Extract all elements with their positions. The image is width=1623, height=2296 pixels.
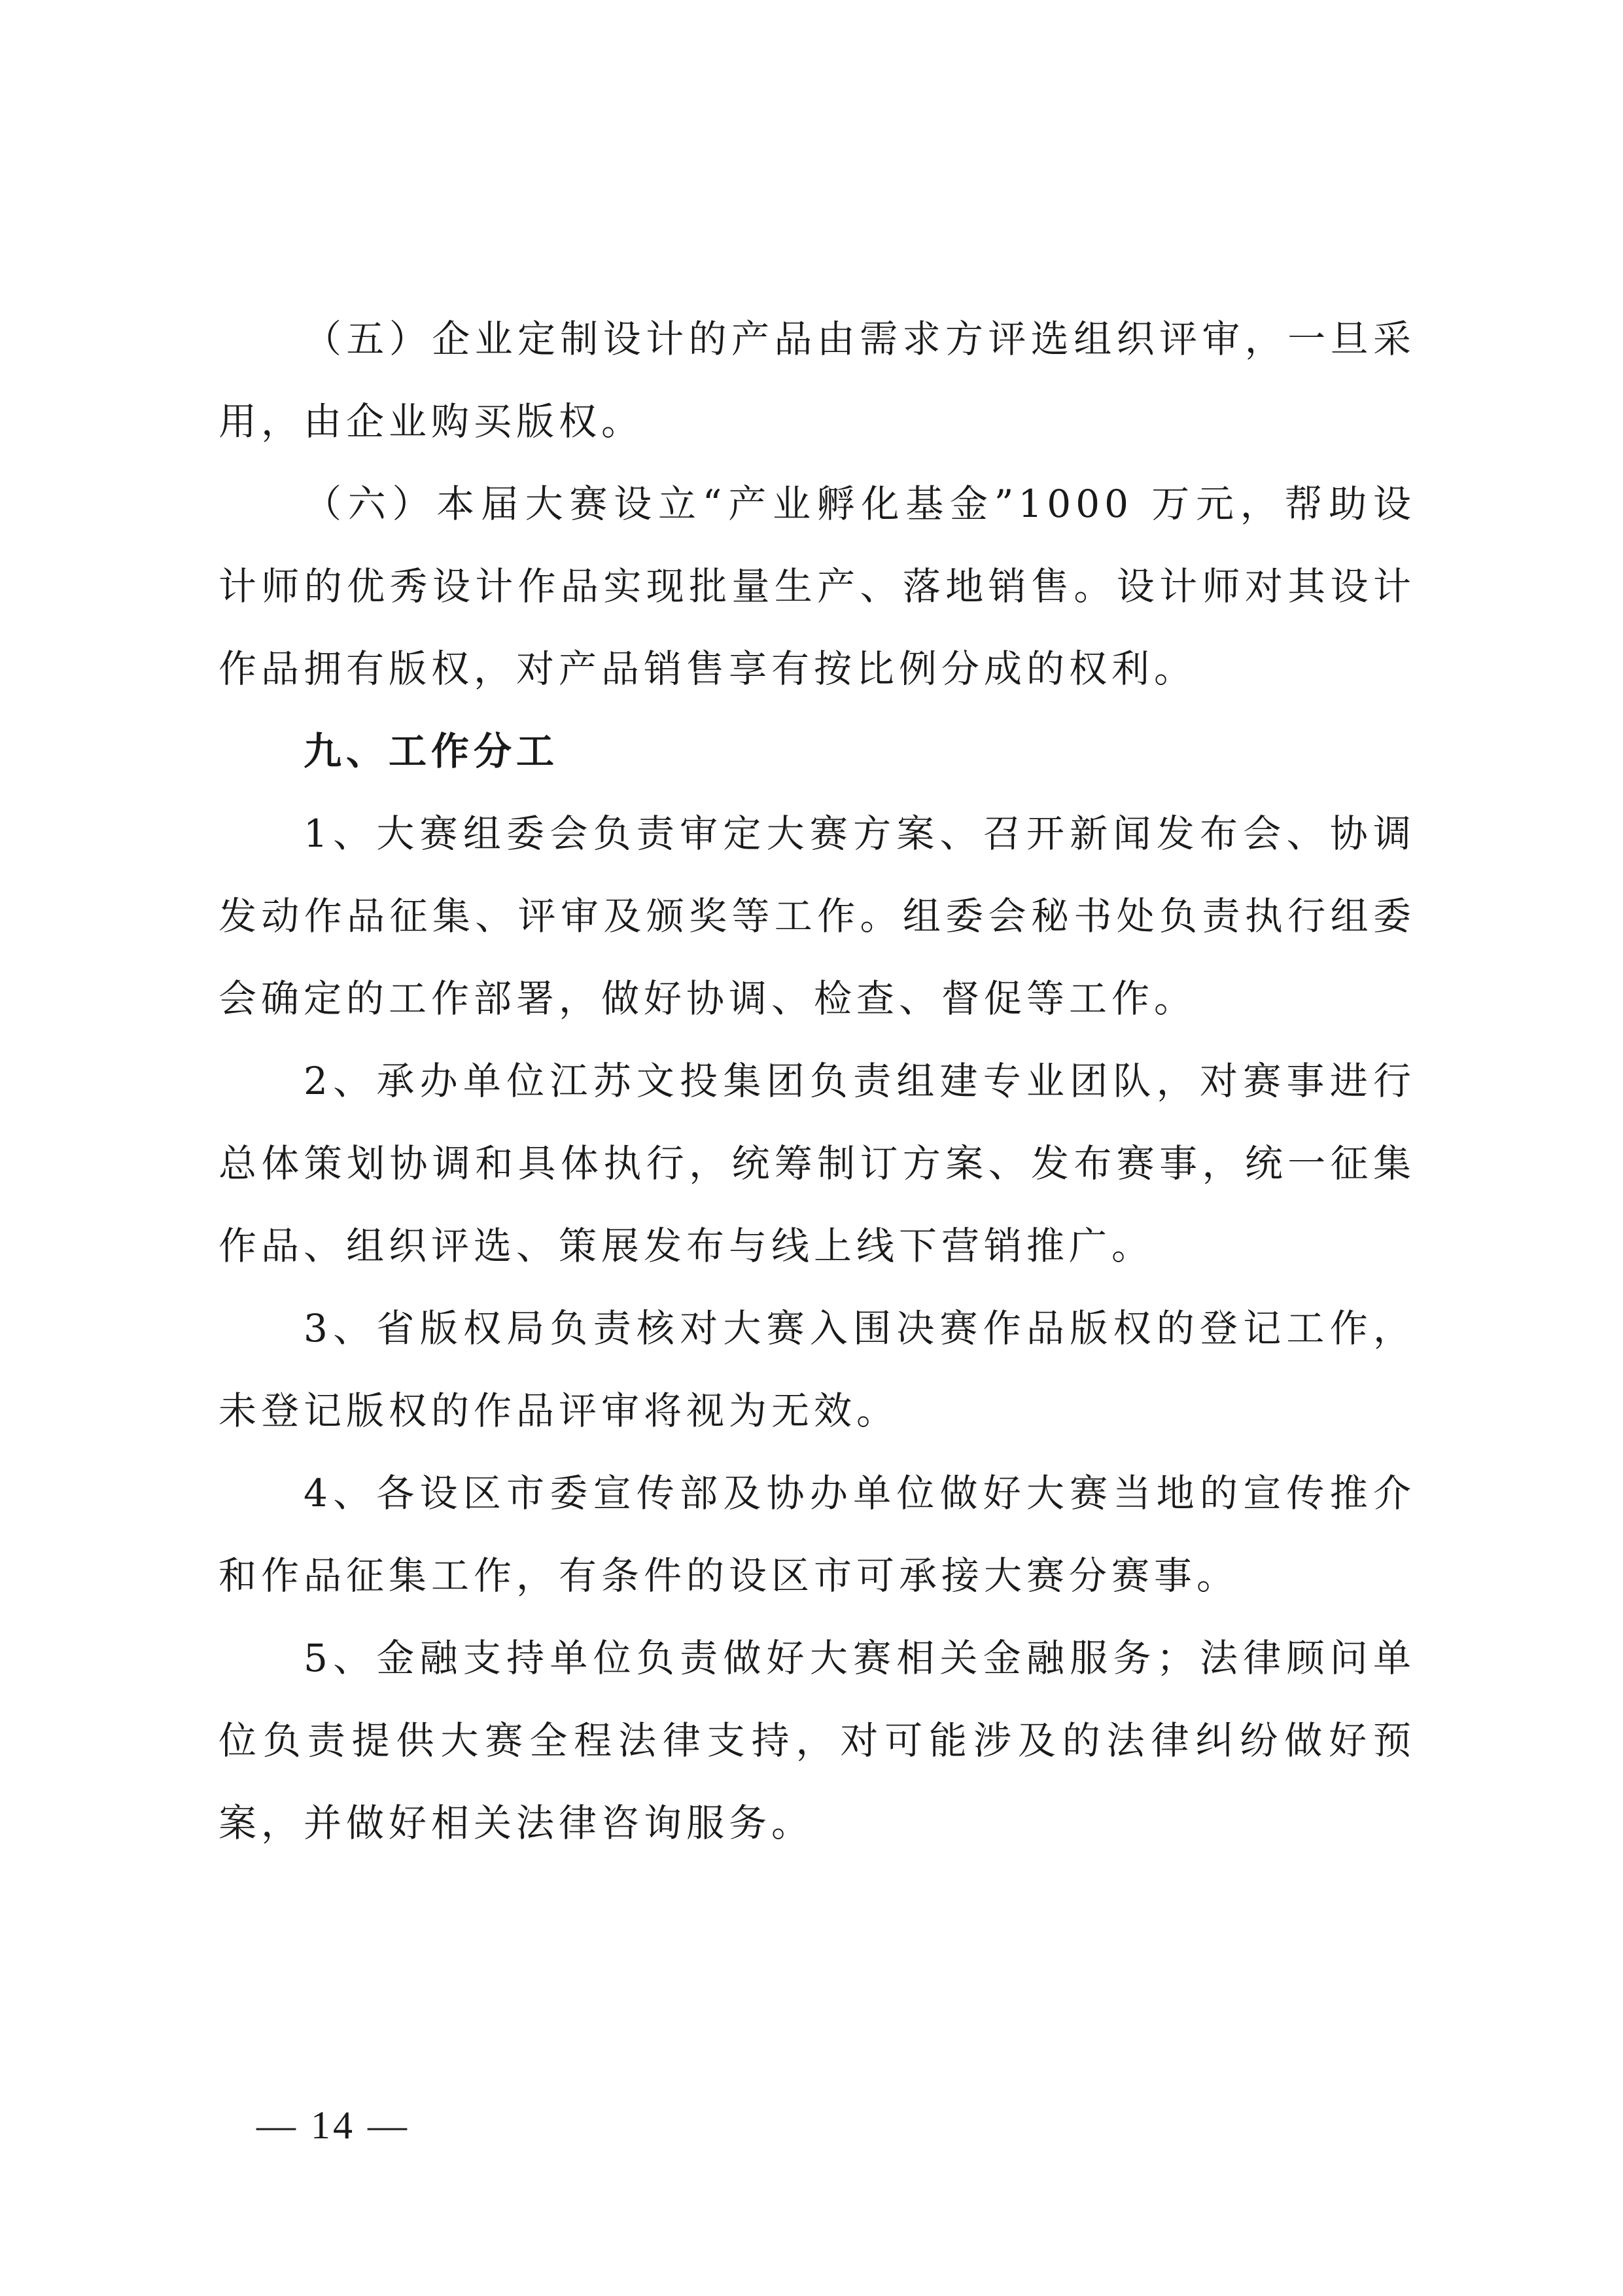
paragraph-item-5: （五）企业定制设计的产品由需求方评选组织评审，一旦采用，由企业购买版权。 [218,317,1416,444]
page-number: — 14 — [256,2104,410,2147]
paragraph-duty-1: 1、大赛组委会负责审定大赛方案、召开新闻发布会、协调发动作品征集、评审及颁奖等工作。组委会秘书处负责执行组委会确定的工作部署，做好协调、检查、督促等工作。 [218,811,1416,1021]
section-heading: 九、工作分工 [304,729,559,773]
paragraph-duty-2: 2、承办单位江苏文投集团负责组建专业团队，对赛事进行总体策划协调和具体执行，统筹制订方案、发布赛事，统一征集作品、组织评选、策展发布与线上线下营销推广。 [218,1059,1416,1268]
document-body [218,298,1416,1864]
paragraph-duty-5: 5、金融支持单位负责做好大赛相关金融服务；法律顾问单位负责提供大赛全程法律支持，对可能涉及的法律纠纷做好预案，并做好相关法律咨询服务。 [218,1636,1416,1845]
paragraph-item-6: （六）本届大赛设立“产业孵化基金”1000 万元，帮助设计师的优秀设计作品实现批量生产、落地销售。设计师对其设计作品拥有版权，对产品销售享有按比例分成的权利。 [218,482,1416,691]
paragraph-duty-4: 4、各设区市委宣传部及协办单位做好大赛当地的宣传推介和作品征集工作，有条件的设区市可承接大赛分赛事。 [218,1471,1416,1598]
paragraph-duty-3: 3、省版权局负责核对大赛入围决赛作品版权的登记工作，未登记版权的作品评审将视为无效。 [218,1306,1416,1433]
